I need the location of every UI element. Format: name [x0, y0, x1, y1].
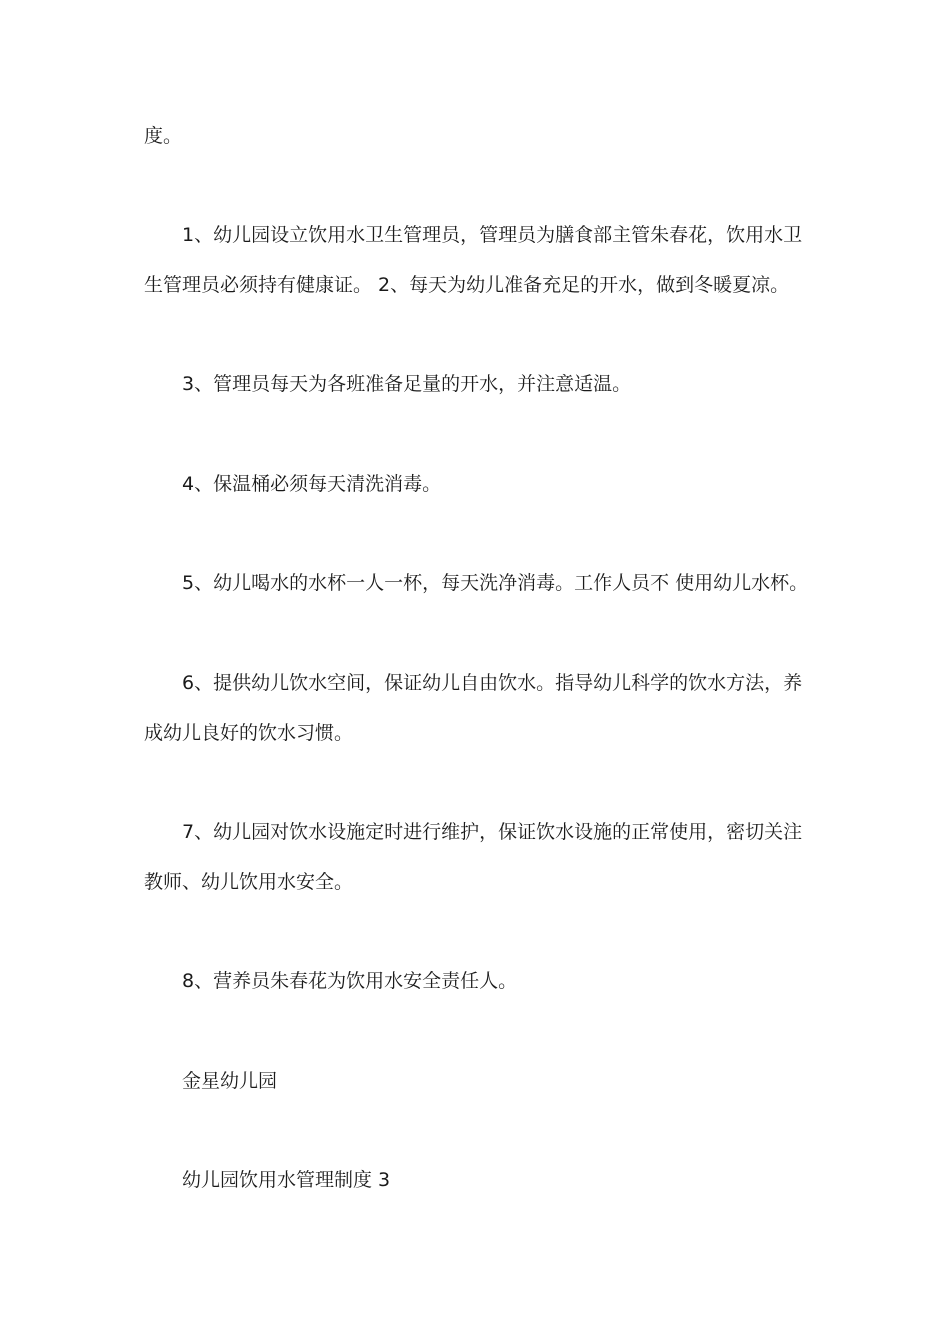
signature-organization: 金星幼儿园	[182, 1070, 278, 1092]
rule-6-line-1: 6、提供幼儿饮水空间，保证幼儿自由饮水。指导幼儿科学的饮水方法，养	[182, 672, 803, 694]
rule-7-line-1: 7、幼儿园对饮水设施定时进行维护，保证饮水设施的正常使用，密切关注	[182, 821, 803, 843]
section-title: 幼儿园饮用水管理制度 3	[182, 1169, 391, 1191]
paragraph-continuation: 度。	[144, 125, 183, 147]
rule-8: 8、营养员朱春花为饮用水安全责任人。	[182, 970, 518, 992]
rule-1-line-2: 生管理员必须持有健康证。 2、每天为幼儿准备充足的开水，做到冬暖夏凉。	[144, 274, 790, 296]
rule-6-line-2: 成幼儿良好的饮水习惯。	[144, 722, 354, 744]
rule-1-line-1: 1、幼儿园设立饮用水卫生管理员，管理员为膳食部主管朱春花，饮用水卫	[182, 224, 803, 246]
rule-5: 5、幼儿喝水的水杯一人一杯，每天洗净消毒。工作人员不 使用幼儿水杯。	[182, 572, 809, 594]
rule-4: 4、保温桶必须每天清洗消毒。	[182, 473, 442, 495]
rule-3: 3、管理员每天为各班准备足量的开水，并注意适温。	[182, 373, 632, 395]
rule-7-line-2: 教师、幼儿饮用水安全。	[144, 871, 354, 893]
